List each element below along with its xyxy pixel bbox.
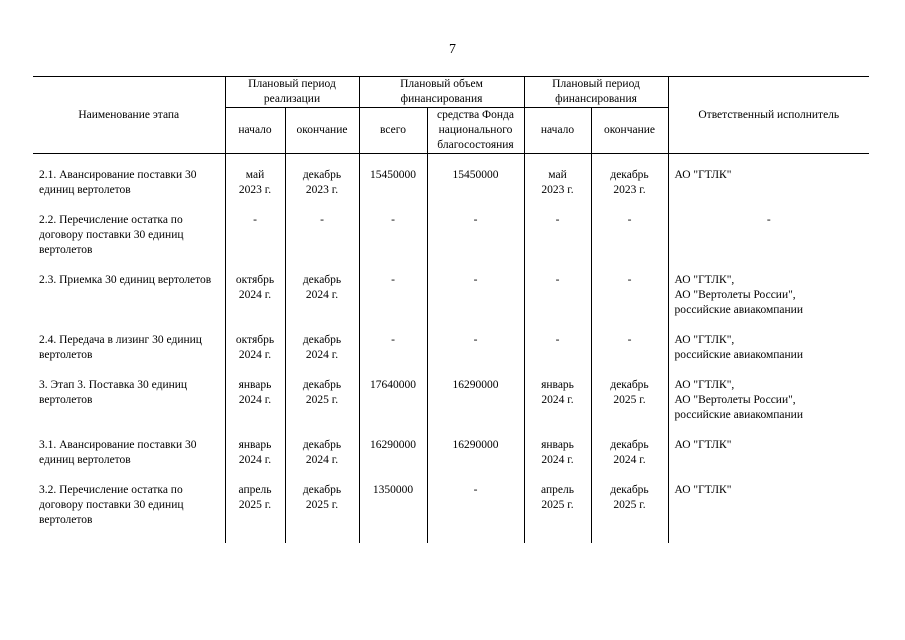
header-stage-name: Наименование этапа bbox=[78, 108, 180, 121]
cell-line: декабрь bbox=[610, 484, 649, 496]
cell-impl-start bbox=[225, 333, 285, 378]
header-period-financing: Плановый период финансирования bbox=[524, 77, 668, 108]
cell-stage-name: 3.2. Перечисление остатка по договору поставки 30 единиц вертолетов bbox=[39, 484, 184, 526]
cell-line: российские авиакомпании bbox=[674, 349, 803, 361]
cell-fund: - bbox=[427, 273, 524, 333]
cell-impl-end bbox=[285, 438, 359, 483]
cell-total: 16290000 bbox=[359, 438, 427, 483]
cell-line: декабрь bbox=[302, 274, 342, 286]
table-body bbox=[33, 154, 869, 544]
cell-stage-name: 2.2. Перечисление остатка по договору поставки 30 единиц вертолетов bbox=[39, 214, 184, 256]
cell-line: 2023 г. bbox=[541, 184, 574, 196]
cell-line: 2024 г. bbox=[238, 349, 272, 361]
cell-line: декабрь bbox=[610, 169, 649, 181]
cell-line: январь bbox=[238, 379, 272, 391]
cell-line: октябрь bbox=[235, 274, 275, 286]
cell-line: 2024 г. bbox=[305, 349, 339, 361]
cell-stage-name: 2.3. Приемка 30 единиц вертолетов bbox=[39, 274, 212, 286]
cell-line: АО "Вертолеты России", bbox=[674, 289, 796, 301]
cell-line: 2024 г. bbox=[613, 454, 646, 466]
cell-fund: 16290000 bbox=[427, 378, 524, 438]
cell-fund: - bbox=[427, 333, 524, 378]
cell-line: АО "ГТЛК" bbox=[674, 169, 732, 181]
cell-line: октябрь bbox=[235, 334, 275, 346]
cell-impl-end bbox=[285, 213, 359, 273]
cell-line: 2024 г. bbox=[238, 289, 272, 301]
header-fin-start: начало bbox=[524, 108, 591, 154]
cell-line: 2024 г. bbox=[541, 394, 574, 406]
cell-line: российские авиакомпании bbox=[674, 304, 803, 316]
cell-impl-start bbox=[225, 273, 285, 333]
cell-line: январь bbox=[541, 379, 574, 391]
cell-line: 2024 г. bbox=[305, 289, 339, 301]
cell-line: российские авиакомпании bbox=[674, 409, 803, 421]
cell-stage-name: 3. Этап 3. Поставка 30 единиц вертолетов bbox=[39, 379, 188, 406]
table-row bbox=[33, 168, 869, 213]
cell-line: 2025 г. bbox=[613, 499, 646, 511]
cell-line: декабрь bbox=[302, 169, 342, 181]
cell-impl-end bbox=[285, 333, 359, 378]
cell-line: декабрь bbox=[302, 439, 342, 451]
cell-line: АО "ГТЛК", bbox=[674, 379, 735, 391]
cell-fin-end bbox=[591, 273, 668, 333]
cell-line: 2024 г. bbox=[238, 454, 272, 466]
cell-fin-start bbox=[524, 333, 591, 378]
cell-fin-start bbox=[524, 168, 591, 213]
cell-impl-end bbox=[285, 378, 359, 438]
cell-line: - bbox=[253, 214, 257, 226]
cell-line: апрель bbox=[238, 484, 272, 496]
cell-line: 2025 г. bbox=[238, 499, 272, 511]
cell-line: декабрь bbox=[302, 379, 342, 391]
cell-stage-name: 2.1. Авансирование поставки 30 единиц вертолетов bbox=[39, 169, 197, 196]
cell-executor bbox=[668, 378, 869, 438]
cell-line: апрель bbox=[541, 484, 574, 496]
cell-total: 17640000 bbox=[359, 378, 427, 438]
table-row bbox=[33, 213, 869, 273]
cell-total: 15450000 bbox=[359, 168, 427, 213]
cell-fin-end bbox=[591, 378, 668, 438]
cell-executor bbox=[668, 333, 869, 378]
cell-impl-end bbox=[285, 168, 359, 213]
cell-line: 2024 г. bbox=[541, 454, 574, 466]
cell-line: январь bbox=[238, 439, 272, 451]
cell-fin-end bbox=[591, 168, 668, 213]
cell-line: - bbox=[555, 334, 560, 346]
cell-fin-end bbox=[591, 213, 668, 273]
cell-total: - bbox=[359, 273, 427, 333]
header-financing-volume: Плановый объем финансирования bbox=[359, 77, 524, 108]
header-impl-end: окончание bbox=[285, 108, 359, 154]
cell-fund: 15450000 bbox=[427, 168, 524, 213]
cell-impl-end bbox=[285, 483, 359, 543]
cell-line: АО "ГТЛК" bbox=[674, 439, 732, 451]
cell-fin-start bbox=[524, 378, 591, 438]
cell-fund: - bbox=[427, 483, 524, 543]
cell-line: декабрь bbox=[610, 379, 649, 391]
header-impl-start: начало bbox=[225, 108, 285, 154]
table-row bbox=[33, 378, 869, 438]
cell-line: 2025 г. bbox=[305, 499, 339, 511]
cell-impl-start bbox=[225, 378, 285, 438]
header-executor: Ответственный исполнитель bbox=[668, 77, 869, 154]
cell-line: - bbox=[766, 214, 771, 226]
cell-executor bbox=[668, 483, 869, 543]
cell-line: декабрь bbox=[610, 439, 649, 451]
cell-executor bbox=[668, 438, 869, 483]
cell-executor bbox=[668, 168, 869, 213]
page-number: 7 bbox=[449, 42, 456, 57]
cell-fin-start bbox=[524, 213, 591, 273]
table-header bbox=[33, 77, 869, 154]
cell-fin-end bbox=[591, 438, 668, 483]
cell-fund: 16290000 bbox=[427, 438, 524, 483]
cell-line: 2024 г. bbox=[305, 454, 339, 466]
table-row bbox=[33, 483, 869, 543]
cell-line: - bbox=[627, 274, 632, 286]
cell-line: май bbox=[548, 169, 567, 181]
cell-line: 2023 г. bbox=[238, 184, 272, 196]
cell-fin-start bbox=[524, 483, 591, 543]
cell-total: - bbox=[359, 333, 427, 378]
cell-line: 2025 г. bbox=[541, 499, 574, 511]
cell-line: январь bbox=[541, 439, 574, 451]
cell-line: май bbox=[245, 169, 265, 181]
cell-line: 2024 г. bbox=[238, 394, 272, 406]
cell-total: - bbox=[359, 213, 427, 273]
table-row bbox=[33, 438, 869, 483]
cell-line: - bbox=[627, 334, 632, 346]
cell-impl-start bbox=[225, 483, 285, 543]
cell-line: декабрь bbox=[302, 334, 342, 346]
cell-line: - bbox=[320, 214, 324, 226]
stages-table bbox=[33, 76, 869, 543]
cell-line: АО "ГТЛК" bbox=[674, 484, 732, 496]
header-period-implementation: Плановый период реализации bbox=[225, 77, 359, 108]
cell-line: 2023 г. bbox=[305, 184, 339, 196]
cell-line: декабрь bbox=[302, 484, 342, 496]
cell-line: АО "ГТЛК", bbox=[674, 334, 735, 346]
header-total: всего bbox=[359, 108, 427, 154]
cell-impl-start bbox=[225, 438, 285, 483]
cell-line: АО "Вертолеты России", bbox=[674, 394, 796, 406]
cell-fin-start bbox=[524, 438, 591, 483]
cell-fin-end bbox=[591, 483, 668, 543]
cell-executor bbox=[668, 273, 869, 333]
cell-impl-start bbox=[225, 213, 285, 273]
header-fin-end: окончание bbox=[591, 108, 668, 154]
header-fund: средства Фонда национального благосостояния bbox=[427, 108, 524, 154]
table-row bbox=[33, 273, 869, 333]
cell-line: 2025 г. bbox=[613, 394, 646, 406]
cell-stage-name: 3.1. Авансирование поставки 30 единиц вертолетов bbox=[39, 439, 197, 466]
cell-fin-start bbox=[524, 273, 591, 333]
cell-fin-end bbox=[591, 333, 668, 378]
cell-line: - bbox=[555, 214, 560, 226]
cell-line: 2023 г. bbox=[613, 184, 646, 196]
cell-line: 2025 г. bbox=[305, 394, 339, 406]
cell-stage-name: 2.4. Передача в лизинг 30 единиц вертолетов bbox=[39, 334, 202, 361]
cell-line: - bbox=[555, 274, 560, 286]
cell-fund: - bbox=[427, 213, 524, 273]
cell-executor bbox=[668, 213, 869, 273]
table-row bbox=[33, 333, 869, 378]
cell-impl-end bbox=[285, 273, 359, 333]
cell-line: АО "ГТЛК", bbox=[674, 274, 735, 286]
cell-total: 1350000 bbox=[359, 483, 427, 543]
cell-line: - bbox=[627, 214, 632, 226]
cell-impl-start bbox=[225, 168, 285, 213]
